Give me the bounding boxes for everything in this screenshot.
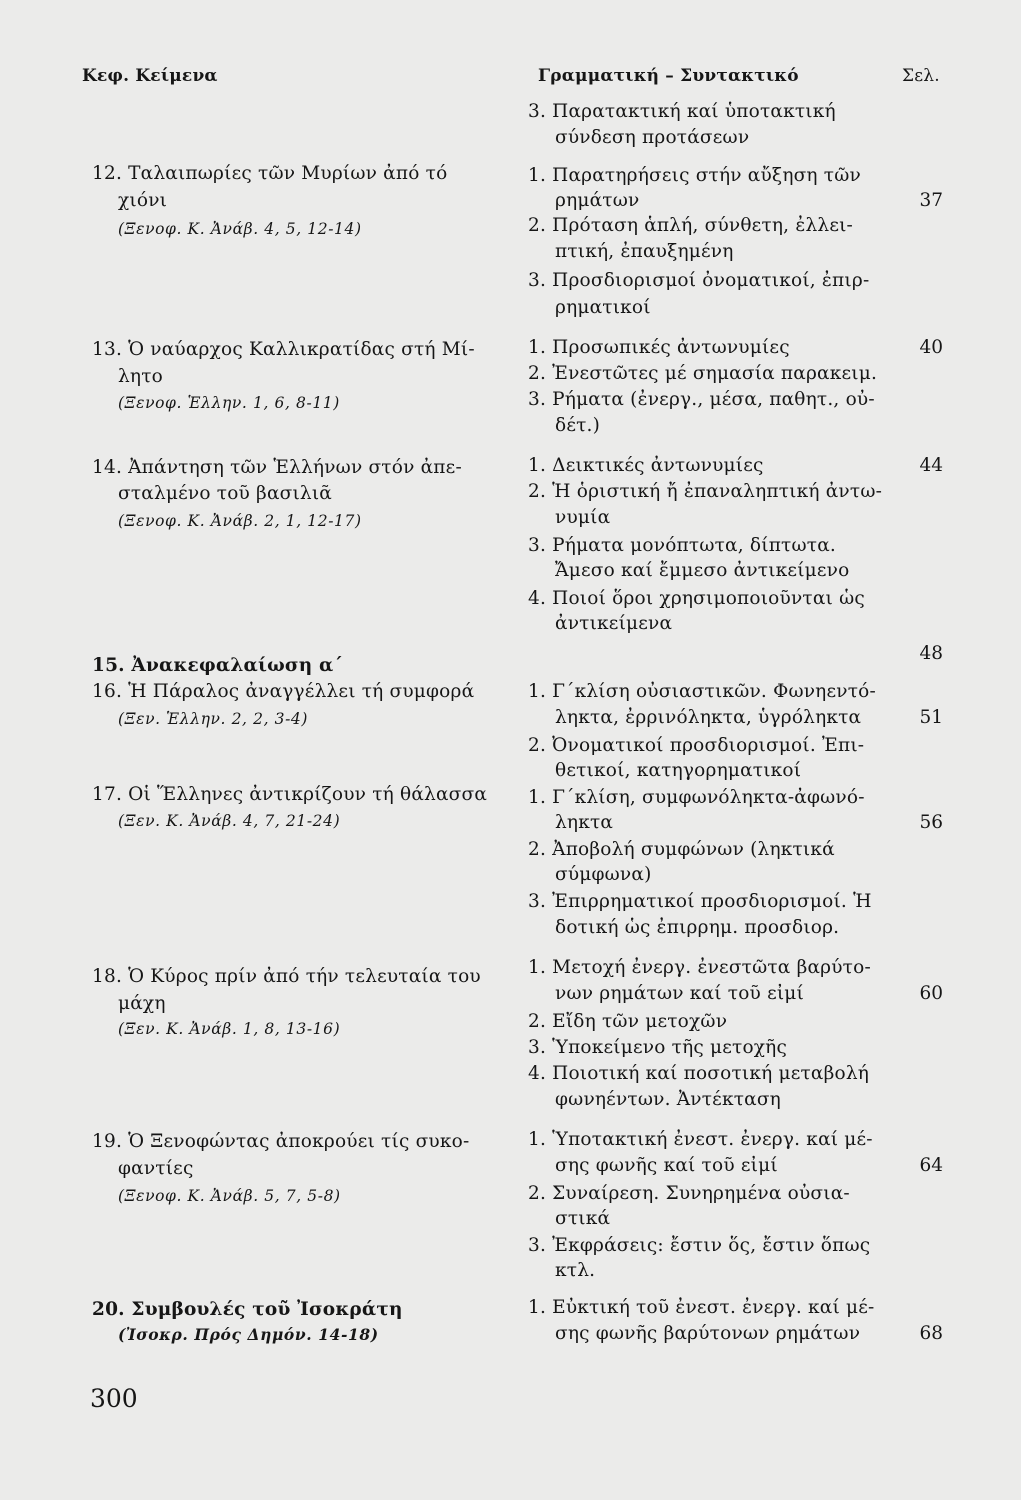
grammar-item-cont: ληκτα, ἐρρινόληκτα, ὑγρόληκτα [555,707,862,728]
header-page: Σελ. [902,66,940,86]
header-chapters: Κεφ. Κείμενα [82,66,218,86]
grammar-item: 1. Δεικτικές ἀντωνυμίες [528,455,764,476]
page-ref: 64 [919,1155,943,1176]
chapter-title: 20. Συμβουλές τοῦ Ἰσοκράτη [92,1299,403,1320]
grammar-item-cont: πτική, ἐπαυξημένη [555,241,734,262]
grammar-item: 1. Μετοχή ἐνεργ. ἐνεστῶτα βαρύτο- [528,957,871,978]
grammar-item: 4. Ποιοί ὅροι χρησιμοποιοῦνται ὡς [528,588,865,609]
grammar-item-cont: σύνδεση προτάσεων [555,127,750,148]
chapter-title-cont: σταλμένο τοῦ βασιλιᾶ [118,483,332,504]
grammar-item: 3. Ὑποκείμενο τῆς μετοχῆς [528,1037,788,1058]
grammar-item-cont: ρηματικοί [555,297,651,318]
chapter-title-cont: χιόνι [118,190,168,211]
grammar-item-cont: στικά [555,1208,611,1229]
grammar-item: 1. Γ΄κλίση, συμφωνόληκτα-ἀφωνό- [528,787,865,808]
chapter-source: (Ἰσοκρ. Πρός Δημόν. 14-18) [118,1325,379,1344]
page-ref: 56 [919,812,943,833]
chapter-title: 16. Ἡ Πάραλος ἀναγγέλλει τή συμφορά [92,681,475,702]
chapter-source: (Ξεν. Κ. Ἀνάβ. 4, 7, 21-24) [118,812,341,830]
chapter-title: 17. Οἱ Ἕλληνες ἀντικρίζουν τή θάλασσα [92,784,488,805]
chapter-title-cont: μάχη [118,993,166,1014]
page-ref: 40 [919,337,943,358]
grammar-item: 2. Ἐνεστῶτες μέ σημασία παρακειμ. [528,363,878,384]
grammar-item: 2. Ἀποβολή συμφώνων (ληκτικά [528,839,835,860]
grammar-item-cont: σης φωνῆς βαρύτονων ρημάτων [555,1323,861,1344]
grammar-item: 1. Παρατηρήσεις στήν αὔξηση τῶν [528,165,861,186]
grammar-item-cont: ἀντικείμενα [555,613,673,634]
grammar-item-cont: σης φωνῆς καί τοῦ εἰμί [555,1155,778,1176]
grammar-item-cont: νυμία [555,507,611,528]
chapter-title-cont: λητο [118,366,163,387]
chapter-title: 18. Ὁ Κύρος πρίν ἀπό τήν τελευταία του [92,966,481,987]
grammar-item: 2. Εἴδη τῶν μετοχῶν [528,1011,728,1032]
grammar-item: 2. Συναίρεση. Συνηρημένα οὐσια- [528,1183,850,1204]
page-ref: 44 [919,455,943,476]
header-grammar: Γραμματική – Συντακτικό [538,66,799,86]
chapter-source: (Ξεν. Κ. Ἀνάβ. 1, 8, 13-16) [118,1020,341,1038]
chapter-title: 14. Ἀπάντηση τῶν Ἑλλήνων στόν ἀπε- [92,457,462,478]
grammar-item-cont: νων ρημάτων καί τοῦ εἰμί [555,983,804,1004]
chapter-source: (Ξενοφ. Κ. Ἀνάβ. 2, 1, 12-17) [118,512,362,530]
chapter-source: (Ξεν. Ἑλλην. 2, 2, 3-4) [118,710,309,728]
page-ref: 51 [919,707,943,728]
chapter-title: 12. Ταλαιπωρίες τῶν Μυρίων ἀπό τό [92,163,448,184]
grammar-item-cont: θετικοί, κατηγορηματικοί [555,760,802,781]
grammar-item: 3. Ρήματα (ἐνεργ., μέσα, παθητ., οὐ- [528,389,875,410]
grammar-item-cont: ρημάτων [555,190,640,211]
page-number: 300 [90,1384,138,1413]
page-ref: 60 [919,983,943,1004]
grammar-item: 1. Προσωπικές ἀντωνυμίες [528,337,790,358]
grammar-item: 3. Ἐκφράσεις: ἔστιν ὅς, ἔστιν ὅπως [528,1235,871,1256]
chapter-source: (Ξενοφ. Ἑλλην. 1, 6, 8-11) [118,394,340,412]
grammar-item: 2. Ὀνοματικοί προσδιορισμοί. Ἐπι- [528,735,865,756]
page-ref: 48 [919,643,943,664]
chapter-source: (Ξενοφ. Κ. Ἀνάβ. 4, 5, 12-14) [118,220,362,238]
grammar-item: 2. Ἡ ὁριστική ἤ ἐπαναληπτική ἀντω- [528,481,883,502]
chapter-title-review: 15. Ἀνακεφαλαίωση α΄ [92,655,343,676]
chapter-title: 19. Ὁ Ξενοφώντας ἀποκρούει τίς συκο- [92,1131,470,1152]
grammar-item-cont: δέτ.) [555,415,601,436]
grammar-item-cont: σύμφωνα) [555,864,652,885]
grammar-item: 3. Ρήματα μονόπτωτα, δίπτωτα. [528,535,836,556]
chapter-source: (Ξενοφ. Κ. Ἀνάβ. 5, 7, 5-8) [118,1187,341,1205]
grammar-item-cont: Ἄμεσο καί ἔμμεσο ἀντικείμενο [555,560,850,581]
grammar-item: 1. Ὑποτακτική ἐνεστ. ἐνεργ. καί μέ- [528,1129,873,1150]
grammar-item: 3. Ἐπιρρηματικοί προσδιορισμοί. Ἡ [528,891,872,912]
grammar-item: 3. Προσδιορισμοί ὀνοματικοί, ἐπιρ- [528,270,870,291]
page-ref: 37 [919,190,943,211]
grammar-item: 3. Παρατακτική καί ὑποτακτική [528,101,836,122]
grammar-item-cont: φωνηέντων. Ἀντέκταση [555,1089,781,1110]
grammar-item-cont: κτλ. [555,1260,596,1281]
chapter-title-cont: φαντίες [118,1158,194,1179]
page-ref: 68 [919,1323,943,1344]
chapter-title: 13. Ὁ ναύαρχος Καλλικρατίδας στή Μί- [92,339,475,360]
grammar-item-cont: ληκτα [555,812,614,833]
grammar-item: 4. Ποιοτική καί ποσοτική μεταβολή [528,1063,870,1084]
grammar-item: 1. Εὐκτική τοῦ ἐνεστ. ἐνεργ. καί μέ- [528,1297,875,1318]
grammar-item-cont: δοτική ὡς ἐπιρρημ. προσδιορ. [555,917,840,938]
grammar-item: 2. Πρόταση ἁπλή, σύνθετη, ἐλλει- [528,215,854,236]
grammar-item: 1. Γ΄κλίση οὐσιαστικῶν. Φωνηεντό- [528,681,876,702]
